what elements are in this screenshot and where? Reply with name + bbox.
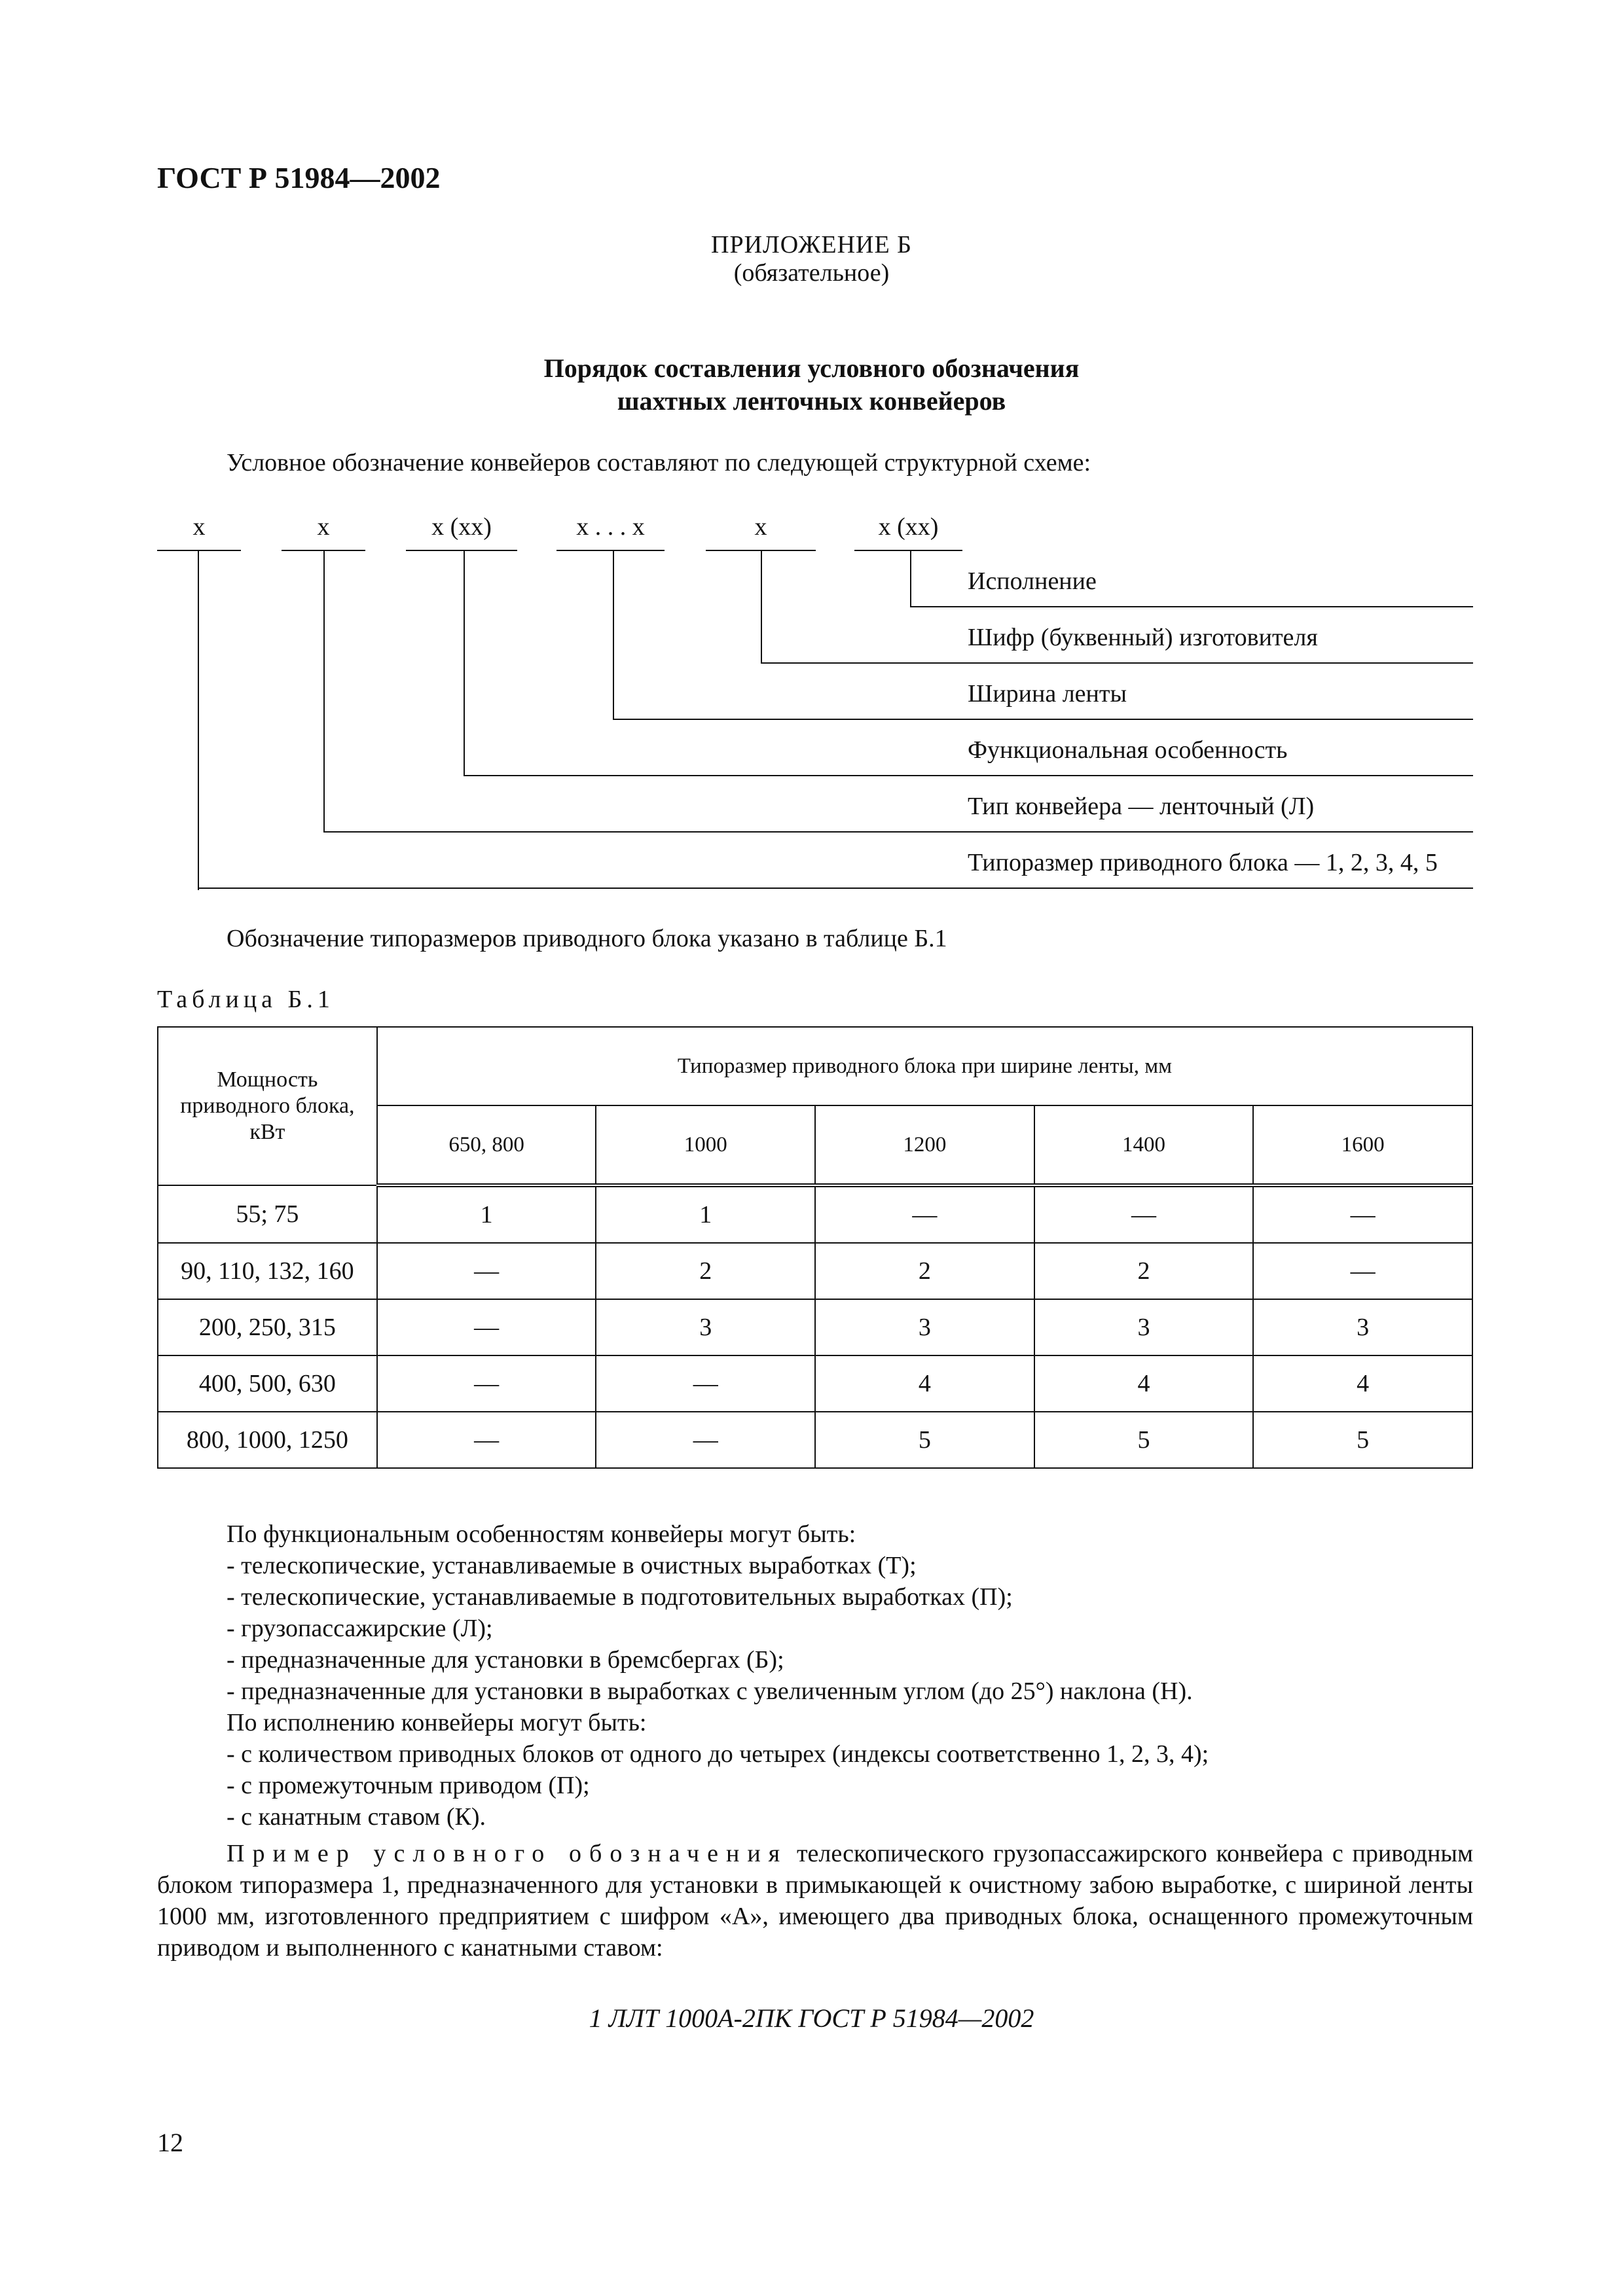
table-row — [158, 1355, 1472, 1412]
connector-horizontal — [464, 775, 1473, 776]
scheme-label-function: Функциональная особенность — [968, 736, 1288, 764]
table-cell: — — [1034, 1185, 1254, 1243]
table-cell: — — [377, 1355, 596, 1412]
scheme-symbol-4: х . . . х — [576, 513, 645, 541]
intro-paragraph: Условное обозначение конвейеров составляют по следующей структурной схеме: — [227, 449, 1091, 476]
table-cell-power: 55; 75 — [158, 1185, 377, 1243]
table-cell: 3 — [1034, 1299, 1254, 1355]
table-row — [158, 1412, 1472, 1468]
column-header-power: Мощность приводного блока, кВт — [158, 1027, 377, 1185]
table-cell: 1 — [377, 1185, 596, 1243]
page-number: 12 — [157, 2128, 183, 2157]
column-header-group: Типоразмер приводного блока при ширине ленты, мм — [377, 1027, 1472, 1105]
table-cell: 4 — [1034, 1355, 1254, 1412]
connector-horizontal — [761, 662, 1473, 664]
scheme-symbol-5: х — [754, 513, 767, 541]
connector-horizontal — [198, 888, 1473, 889]
table-cell-power: 200, 250, 315 — [158, 1299, 377, 1355]
features-list — [227, 1518, 1209, 1833]
table-cell: 1 — [596, 1185, 815, 1243]
table-cell: 4 — [1253, 1355, 1472, 1412]
scheme-label-drive-size: Типоразмер приводного блока — 1, 2, 3, 4, 5 — [968, 849, 1438, 876]
table-row — [158, 1185, 1472, 1243]
table-cell: — — [815, 1185, 1034, 1243]
list-item: - с промежуточным приводом (П); — [227, 1772, 590, 1799]
column-header-width: 650, 800 — [377, 1105, 596, 1185]
scheme-symbol-1: х — [192, 513, 206, 541]
example-lead: Пример условного обозначения — [227, 1840, 788, 1867]
heading-line-2: шахтных ленточных конвейеров — [617, 386, 1006, 416]
list-item: - телескопические, устанавливаемые в очистных выработках (Т); — [227, 1552, 917, 1579]
table-cell: 2 — [1034, 1243, 1254, 1299]
drive-size-table — [157, 1026, 1473, 1469]
table-cell-power: 400, 500, 630 — [158, 1355, 377, 1412]
list-item: - грузопассажирские (Л); — [227, 1615, 493, 1642]
table-header-row — [158, 1027, 1472, 1105]
scheme-symbol-6: х (хх) — [878, 513, 939, 541]
table-cell: — — [377, 1299, 596, 1355]
list-item: - с количеством приводных блоков от одного до четырех (индексы соответственно 1, 2, 3, 4); — [227, 1740, 1209, 1768]
list-item: - телескопические, устанавливаемые в подготовительных выработках (П); — [227, 1583, 1013, 1611]
list-item: - с канатным ставом (К). — [227, 1803, 486, 1831]
table-cell: 3 — [596, 1299, 815, 1355]
column-header-width: 1600 — [1253, 1105, 1472, 1185]
connector-horizontal — [910, 606, 1473, 607]
symbol-underline — [157, 550, 241, 551]
connector-horizontal — [323, 831, 1473, 833]
features-intro: По функциональным особенностям конвейеры могут быть: — [227, 1520, 856, 1548]
connector-vertical — [761, 550, 762, 662]
list-item: - предназначенные для установки в бремсбергах (Б); — [227, 1646, 784, 1674]
table-cell: 3 — [1253, 1299, 1472, 1355]
symbol-underline — [854, 550, 962, 551]
table-cell: 4 — [815, 1355, 1034, 1412]
table-row — [158, 1243, 1472, 1299]
symbol-underline — [556, 550, 665, 551]
example-formula: 1 ЛЛТ 1000А-2ПК ГОСТ Р 51984—2002 — [589, 2003, 1034, 2033]
heading-line-1: Порядок составления условного обозначения — [543, 353, 1080, 383]
connector-horizontal — [613, 719, 1473, 720]
table-cell: 5 — [1034, 1412, 1254, 1468]
table-reference: Обозначение типоразмеров приводного блока указано в таблице Б.1 — [227, 925, 947, 952]
list-item: - предназначенные для установки в выработках с увеличенным углом (до 25°) наклона (Н). — [227, 1677, 1193, 1705]
connector-vertical — [613, 550, 614, 720]
table-cell: 2 — [596, 1243, 815, 1299]
example-paragraph — [157, 1838, 1473, 1964]
table-cell: — — [377, 1243, 596, 1299]
table-cell: 3 — [815, 1299, 1034, 1355]
connector-vertical — [910, 550, 911, 606]
column-header-width: 1400 — [1034, 1105, 1254, 1185]
connector-vertical — [464, 550, 465, 776]
document-code: ГОСТ Р 51984—2002 — [157, 161, 441, 194]
table-cell: — — [377, 1412, 596, 1468]
connector-vertical — [323, 550, 325, 833]
table-cell: 5 — [815, 1412, 1034, 1468]
table-cell: 2 — [815, 1243, 1034, 1299]
appendix-subtitle: (обязательное) — [733, 259, 890, 287]
table-cell: — — [596, 1412, 815, 1468]
table-cell: — — [1253, 1243, 1472, 1299]
table-cell: 5 — [1253, 1412, 1472, 1468]
column-header-width: 1000 — [596, 1105, 815, 1185]
scheme-symbol-3: х (хх) — [431, 513, 492, 541]
scheme-symbol-2: х — [317, 513, 330, 541]
symbol-underline — [406, 550, 517, 551]
scheme-label-belt-width: Ширина ленты — [968, 680, 1127, 708]
scheme-label-manufacturer: Шифр (буквенный) изготовителя — [968, 624, 1318, 651]
table-caption: Таблица Б.1 — [157, 986, 335, 1013]
table-cell-power: 90, 110, 132, 160 — [158, 1243, 377, 1299]
scheme-label-type: Тип конвейера — ленточный (Л) — [968, 793, 1315, 820]
execution-intro: По исполнению конвейеры могут быть: — [227, 1709, 647, 1736]
scheme-label-execution: Исполнение — [968, 567, 1097, 595]
table-cell: — — [1253, 1185, 1472, 1243]
table-row — [158, 1299, 1472, 1355]
table-cell-power: 800, 1000, 1250 — [158, 1412, 377, 1468]
section-heading — [0, 352, 1623, 418]
example-text: телескопического грузопассажирского конвейера с приводным блоком типоразмера 1, предназначенного для установки в примыкающей к очистному забою выработке, с шириной ленты 1000 мм, изготовленного предприятием с шифром «А», имеющего два приводных блока, оснащенного промежуточным приводом и выполненного с канатными ставом: — [157, 1840, 1473, 1962]
connector-vertical — [198, 550, 199, 890]
table-cell: — — [596, 1355, 815, 1412]
column-header-width: 1200 — [815, 1105, 1034, 1185]
appendix-title: ПРИЛОЖЕНИЕ Б — [711, 231, 912, 259]
